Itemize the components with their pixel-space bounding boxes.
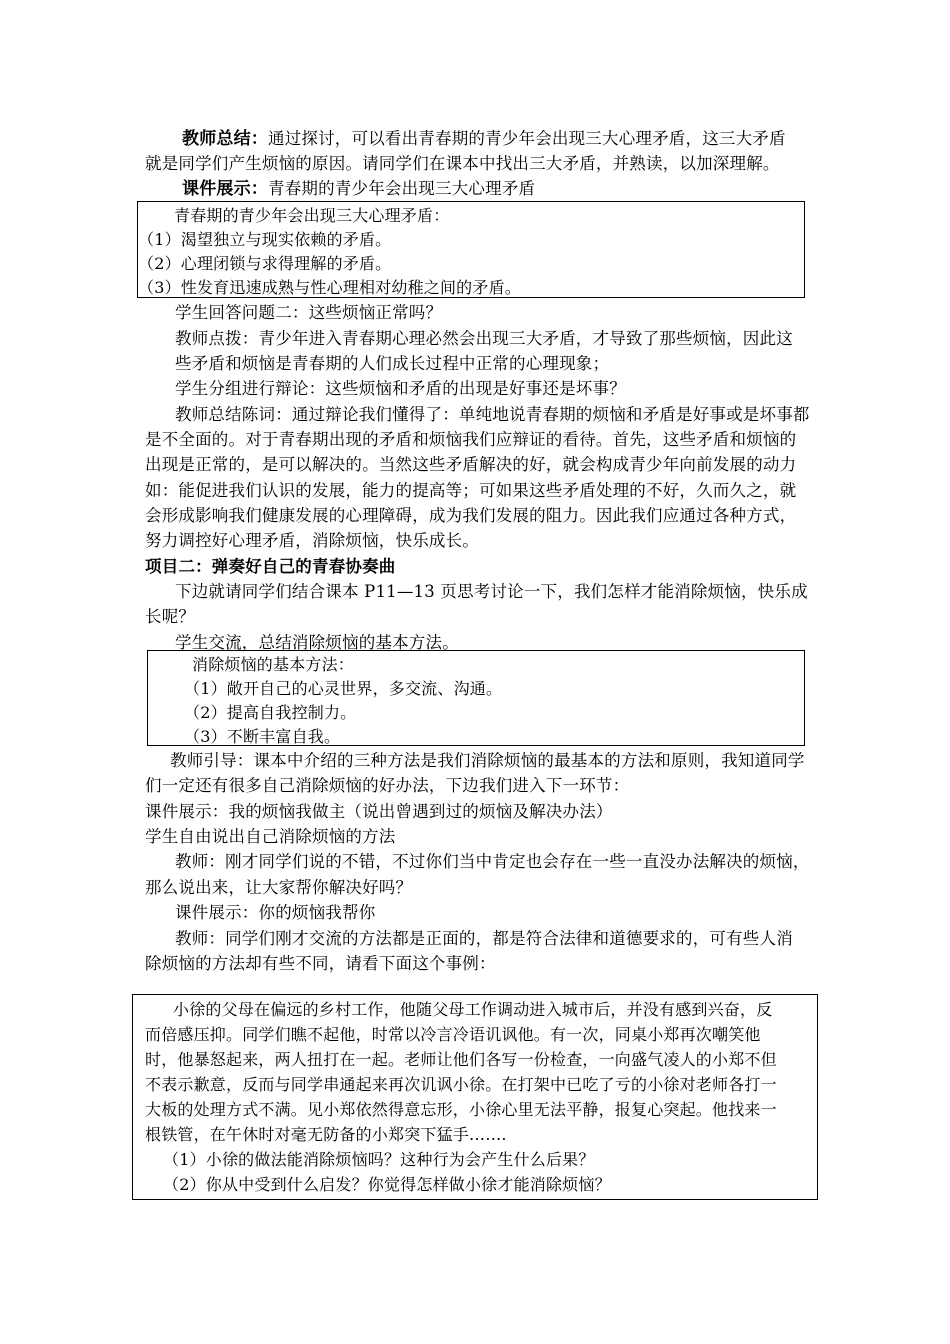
contradiction-item-3: （3）性发育迅速成熟与性心理相对幼稚之间的矛盾。 (138, 278, 521, 297)
section2-line-9: 除烦恼的方法却有些不同，请看下面这个事例： (145, 954, 496, 973)
contradictions-box (137, 201, 805, 298)
project2-line-3: 学生交流，总结消除烦恼的基本方法。 (175, 633, 459, 652)
case-question-2: （2）你从中受到什么启发？你觉得怎样做小徐才能消除烦恼？ (163, 1175, 611, 1194)
teacher-summary-label: 教师总结： (182, 129, 268, 149)
section2-line-5: 教师：刚才同学们说的不错，不过你们当中肯定也会存在一些一直没办法解决的烦恼， (175, 852, 810, 871)
contradiction-item-2: （2）心理闭锁与求得理解的矛盾。 (138, 254, 392, 273)
section1-line-4: 学生分组进行辩论：这些烦恼和矛盾的出现是好事还是坏事？ (175, 379, 626, 398)
section2-line-4: 学生自由说出自己消除烦恼的方法 (145, 827, 396, 846)
section2-line-8: 教师：同学们刚才交流的方法都是正面的，都是符合法律和道德要求的，可有些人消 (175, 929, 793, 948)
section2-line-6: 那么说出来，让大家帮你解决好吗？ (145, 878, 413, 897)
section1-line-10: 努力调控好心理矛盾，消除烦恼，快乐成长。 (145, 531, 479, 550)
section2-line-2: 们一定还有很多自己消除烦恼的好办法，下边我们进入下一环节： (145, 776, 630, 795)
project2-heading: 项目二：弹奏好自己的青春协奏曲 (145, 557, 396, 576)
section1-line-2: 教师点拨：青少年进入青春期心理必然会出现三大矛盾，才导致了那些烦恼，因此这 (175, 329, 793, 348)
section1-line-3: 些矛盾和烦恼是青春期的人们成长过程中正常的心理现象； (175, 354, 610, 373)
teacher-summary-text: 通过探讨，可以看出青春期的青少年会出现三大心理矛盾，这三大矛盾 (268, 129, 786, 148)
intro-line-1 (182, 126, 786, 152)
section2-line-7: 课件展示：你的烦恼我帮你 (175, 903, 376, 922)
section2-line-1: 教师引导：课本中介绍的三种方法是我们消除烦恼的最基本的方法和原则，我知道同学 (170, 751, 805, 770)
case-line-6: 根铁管，在午休时对毫无防备的小郑突下猛手……. (145, 1125, 507, 1144)
case-line-4: 不表示歉意，反而与同学串通起来再次讥讽小徐。在打架中已吃了亏的小徐对老师各打一 (145, 1075, 777, 1094)
case-question-1: （1）小徐的做法能消除烦恼吗？这种行为会产生什么后果？ (163, 1150, 595, 1169)
contradictions-title: 青春期的青少年会出现三大心理矛盾： (174, 206, 450, 225)
method-item-2: （2）提高自我控制力。 (184, 703, 357, 722)
section1-line-5: 教师总结陈词：通过辩论我们懂得了：单纯地说青春期的烦恼和矛盾是好事或是坏事都 (175, 405, 810, 424)
case-line-5: 大板的处理方式不满。见小郑依然得意忘形，小徐心里无法平静，报复心突起。他找来一 (145, 1100, 777, 1119)
methods-box (147, 650, 805, 746)
courseware-text: 青春期的青少年会出现三大心理矛盾 (268, 179, 536, 198)
courseware-label: 课件展示： (182, 179, 268, 199)
section1-line-9: 会形成影响我们健康发展的心理障碍，成为我们发展的阻力。因此我们应通过各种方式， (145, 506, 797, 525)
section1-line-8: 如：能促进我们认识的发展，能力的提高等；可如果这些矛盾处理的不好，久而久之，就 (145, 481, 797, 500)
intro-line-2: 就是同学们产生烦恼的原因。请同学们在课本中找出三大矛盾，并熟读，以加深理解。 (145, 154, 780, 173)
case-line-2: 而倍感压抑。同学们瞧不起他，时常以冷言冷语讥讽他。有一次，同桌小郑再次嘲笑他 (145, 1025, 761, 1044)
section1-line-1: 学生回答问题二：这些烦恼正常吗？ (175, 303, 443, 322)
section1-line-6: 是不全面的。对于青春期出现的矛盾和烦恼我们应辩证的看待。首先，这些矛盾和烦恼的 (145, 430, 797, 449)
section1-line-7: 出现是正常的，是可以解决的。当然这些矛盾解决的好，就会构成青少年向前发展的动力 (145, 455, 797, 474)
methods-title: 消除烦恼的基本方法： (192, 655, 355, 674)
case-study-box (132, 994, 818, 1200)
contradiction-item-1: （1）渴望独立与现实依赖的矛盾。 (138, 230, 392, 249)
case-line-3: 时，他暴怒起来，两人扭打在一起。老师让他们各写一份检查，一向盛气凌人的小郑不但 (145, 1050, 777, 1069)
case-line-1: 小徐的父母在偏远的乡村工作，他随父母工作调动进入城市后，并没有感到兴奋，反 (173, 1000, 773, 1019)
project2-line-2: 长呢？ (145, 607, 196, 626)
intro-line-3 (182, 176, 535, 202)
method-item-3: （3）不断丰富自我。 (184, 727, 341, 746)
project2-line-1: 下边就请同学们结合课本 P11—13 页思考讨论一下，我们怎样才能消除烦恼，快乐成 (175, 582, 808, 601)
section2-line-3: 课件展示：我的烦恼我做主（说出曾遇到过的烦恼及解决办法） (145, 802, 613, 821)
method-item-1: （1）敞开自己的心灵世界，多交流、沟通。 (184, 679, 503, 698)
